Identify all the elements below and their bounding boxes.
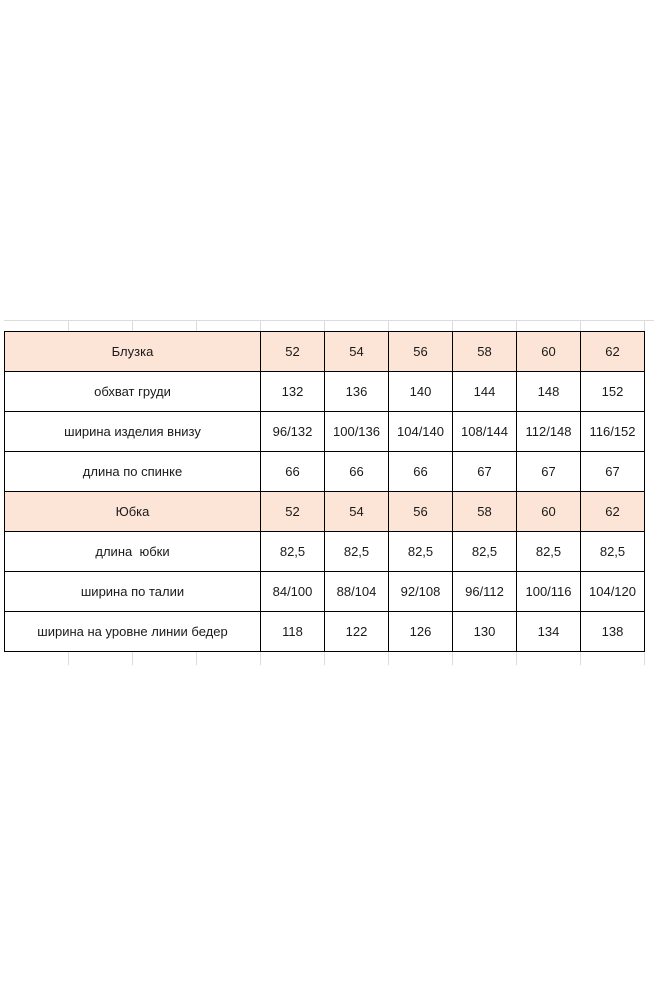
table-row xyxy=(5,532,645,572)
value-cell: 67 xyxy=(517,452,581,492)
value-cell: 84/100 xyxy=(261,572,325,612)
gridline xyxy=(388,652,389,665)
value-cell: 136 xyxy=(325,372,389,412)
gridline xyxy=(68,652,69,665)
value-cell: 88/104 xyxy=(325,572,389,612)
size-cell: 54 xyxy=(325,332,389,372)
value-cell: 122 xyxy=(325,612,389,652)
value-cell: 66 xyxy=(389,452,453,492)
row-label: ширина на уровне линии бедер xyxy=(5,612,261,652)
value-cell: 67 xyxy=(581,452,645,492)
gridline xyxy=(260,652,261,665)
value-cell: 96/112 xyxy=(453,572,517,612)
row-label: длина по спинке xyxy=(5,452,261,492)
gridline xyxy=(516,320,517,331)
row-label: ширина изделия внизу xyxy=(5,412,261,452)
value-cell: 92/108 xyxy=(389,572,453,612)
table-header-row-skirt xyxy=(5,492,645,532)
value-cell: 82,5 xyxy=(517,532,581,572)
gridline xyxy=(4,320,654,321)
value-cell: 104/120 xyxy=(581,572,645,612)
value-cell: 100/116 xyxy=(517,572,581,612)
value-cell: 100/136 xyxy=(325,412,389,452)
value-cell: 67 xyxy=(453,452,517,492)
value-cell: 152 xyxy=(581,372,645,412)
value-cell: 82,5 xyxy=(389,532,453,572)
gridline xyxy=(580,652,581,665)
gridline xyxy=(644,320,645,331)
value-cell: 134 xyxy=(517,612,581,652)
gridline xyxy=(516,652,517,665)
value-cell: 82,5 xyxy=(581,532,645,572)
value-cell: 126 xyxy=(389,612,453,652)
value-cell: 140 xyxy=(389,372,453,412)
size-cell: 56 xyxy=(389,492,453,532)
gridline xyxy=(196,652,197,665)
table-row xyxy=(5,412,645,452)
gridline xyxy=(388,320,389,331)
size-cell: 56 xyxy=(389,332,453,372)
value-cell: 82,5 xyxy=(325,532,389,572)
size-cell: 62 xyxy=(581,492,645,532)
value-cell: 130 xyxy=(453,612,517,652)
gridline xyxy=(452,652,453,665)
size-cell: 58 xyxy=(453,332,517,372)
table-row xyxy=(5,612,645,652)
section-title: Блузка xyxy=(5,332,261,372)
value-cell: 66 xyxy=(325,452,389,492)
table-row xyxy=(5,372,645,412)
gridline xyxy=(452,320,453,331)
size-cell: 58 xyxy=(453,492,517,532)
gridline xyxy=(68,320,69,331)
gridline xyxy=(324,320,325,331)
size-cell: 52 xyxy=(261,492,325,532)
value-cell: 66 xyxy=(261,452,325,492)
value-cell: 138 xyxy=(581,612,645,652)
value-cell: 144 xyxy=(453,372,517,412)
section-title: Юбка xyxy=(5,492,261,532)
table-row xyxy=(5,452,645,492)
value-cell: 82,5 xyxy=(453,532,517,572)
gridline xyxy=(644,652,645,665)
value-cell: 82,5 xyxy=(261,532,325,572)
value-cell: 112/148 xyxy=(517,412,581,452)
value-cell: 148 xyxy=(517,372,581,412)
size-cell: 54 xyxy=(325,492,389,532)
row-label: длина юбки xyxy=(5,532,261,572)
gridline xyxy=(196,320,197,331)
table-header-row-blouse xyxy=(5,332,645,372)
size-cell: 52 xyxy=(261,332,325,372)
table-row xyxy=(5,572,645,612)
value-cell: 96/132 xyxy=(261,412,325,452)
value-cell: 118 xyxy=(261,612,325,652)
size-cell: 60 xyxy=(517,332,581,372)
gridline xyxy=(260,320,261,331)
size-cell: 60 xyxy=(517,492,581,532)
value-cell: 132 xyxy=(261,372,325,412)
gridline xyxy=(132,652,133,665)
value-cell: 104/140 xyxy=(389,412,453,452)
row-label: ширина по талии xyxy=(5,572,261,612)
size-chart-sheet xyxy=(4,320,654,665)
value-cell: 108/144 xyxy=(453,412,517,452)
gridline xyxy=(324,652,325,665)
size-table xyxy=(4,331,645,652)
row-label: обхват груди xyxy=(5,372,261,412)
gridline xyxy=(580,320,581,331)
value-cell: 116/152 xyxy=(581,412,645,452)
size-cell: 62 xyxy=(581,332,645,372)
gridline xyxy=(132,320,133,331)
